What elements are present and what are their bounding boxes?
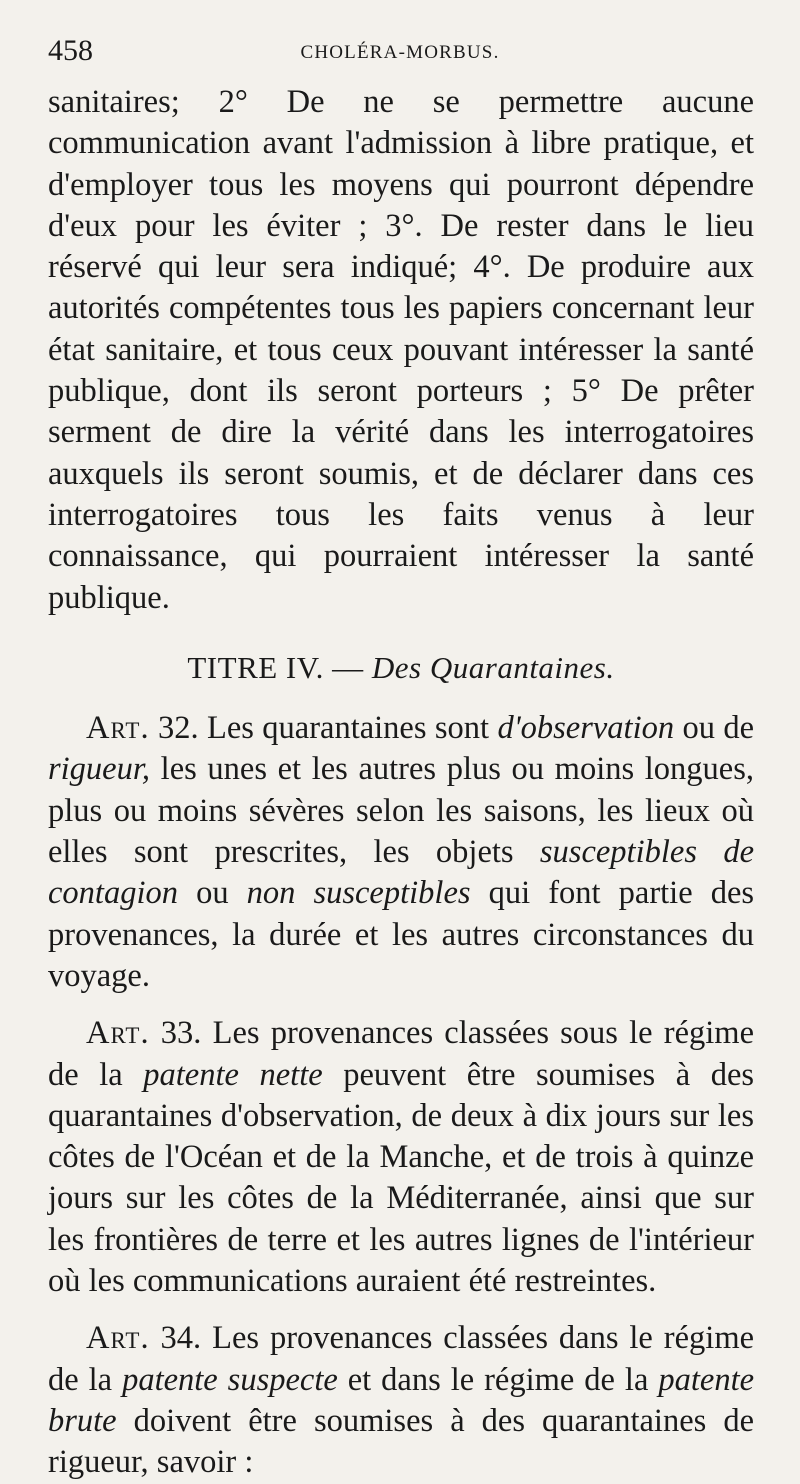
article-32	[48, 708, 754, 997]
article-text: ou	[196, 875, 229, 912]
article-label: Art.	[86, 710, 150, 747]
page-number: 458	[48, 34, 93, 67]
page-header	[48, 34, 752, 74]
article-italic: patente suspecte	[122, 1361, 338, 1398]
article-text: Les provenances classées sous le régime de la	[48, 1015, 755, 1093]
section-title-subtitle: Des Quarantaines.	[371, 649, 615, 685]
article-text: les unes et les autres plus ou moins longues, plus ou moins sévères selon les saisons, les lieux où elles sont prescrites, les objets	[48, 751, 754, 871]
article-text: ou de	[682, 710, 755, 747]
article-text: Les quarantaines sont	[206, 710, 490, 747]
section-title-label: TITRE IV. —	[187, 649, 364, 685]
article-italic: susceptibles de contagion	[48, 834, 754, 912]
running-title: CHOLÉRA-MORBUS.	[300, 42, 500, 63]
article-italic: patente brute	[48, 1361, 755, 1439]
article-number: 34.	[160, 1320, 202, 1357]
paragraph-continuation: sanitaires; 2° De ne se permettre aucune communication avant l'admission à libre pratique, et d'employer tous les moyens qui pourront dépendre d'eux pour les éviter ; 3°. De rester dans le lieu réservé qui leur sera indiqué; 4°. De produire aux autorités compétentes tous les papiers concernant leur état sanitaire, et tous ceux pouvant intéresser la santé publique, dont ils seront porteurs ; 5° De prêter serment de dire la vérité dans les interrogatoires auxquels ils seront soumis, et de déclarer dans ces interrogatoires tous les faits venus à leur connaissance, qui pourraient intéresser la santé publique.	[48, 84, 754, 616]
article-text: peuvent être soumises à des quarantaines d'observation, de deux à dix jours sur les côtes de l'Océan et de la Manche, et de trois à quinze jours sur les côtes de la Méditerranée, ainsi que sur les frontières de terre et les autres lignes de l'intérieur où les communications auraient été restreintes.	[48, 1056, 755, 1300]
article-label: Art.	[86, 1015, 150, 1052]
article-italic: d'observation	[497, 710, 675, 747]
article-italic: non susceptibles	[246, 875, 471, 912]
article-label: Art.	[86, 1320, 150, 1357]
article-number: 32.	[157, 710, 199, 747]
article-text: qui font partie des provenances, la durée et les autres circonstances du voyage.	[48, 875, 755, 994]
article-italic: patente nette	[143, 1056, 323, 1093]
article-33	[48, 1013, 754, 1302]
section-title	[48, 647, 754, 688]
article-text: Les provenances classées dans le régime de la	[48, 1320, 755, 1398]
article-italic: rigueur,	[48, 751, 151, 788]
article-text: et dans le régime de la	[347, 1361, 649, 1398]
article-number: 33.	[160, 1015, 202, 1052]
article-34	[48, 1318, 754, 1483]
article-text: doivent être soumises à des quarantaines de rigueur, savoir :	[48, 1402, 754, 1481]
page-body	[48, 82, 754, 1484]
